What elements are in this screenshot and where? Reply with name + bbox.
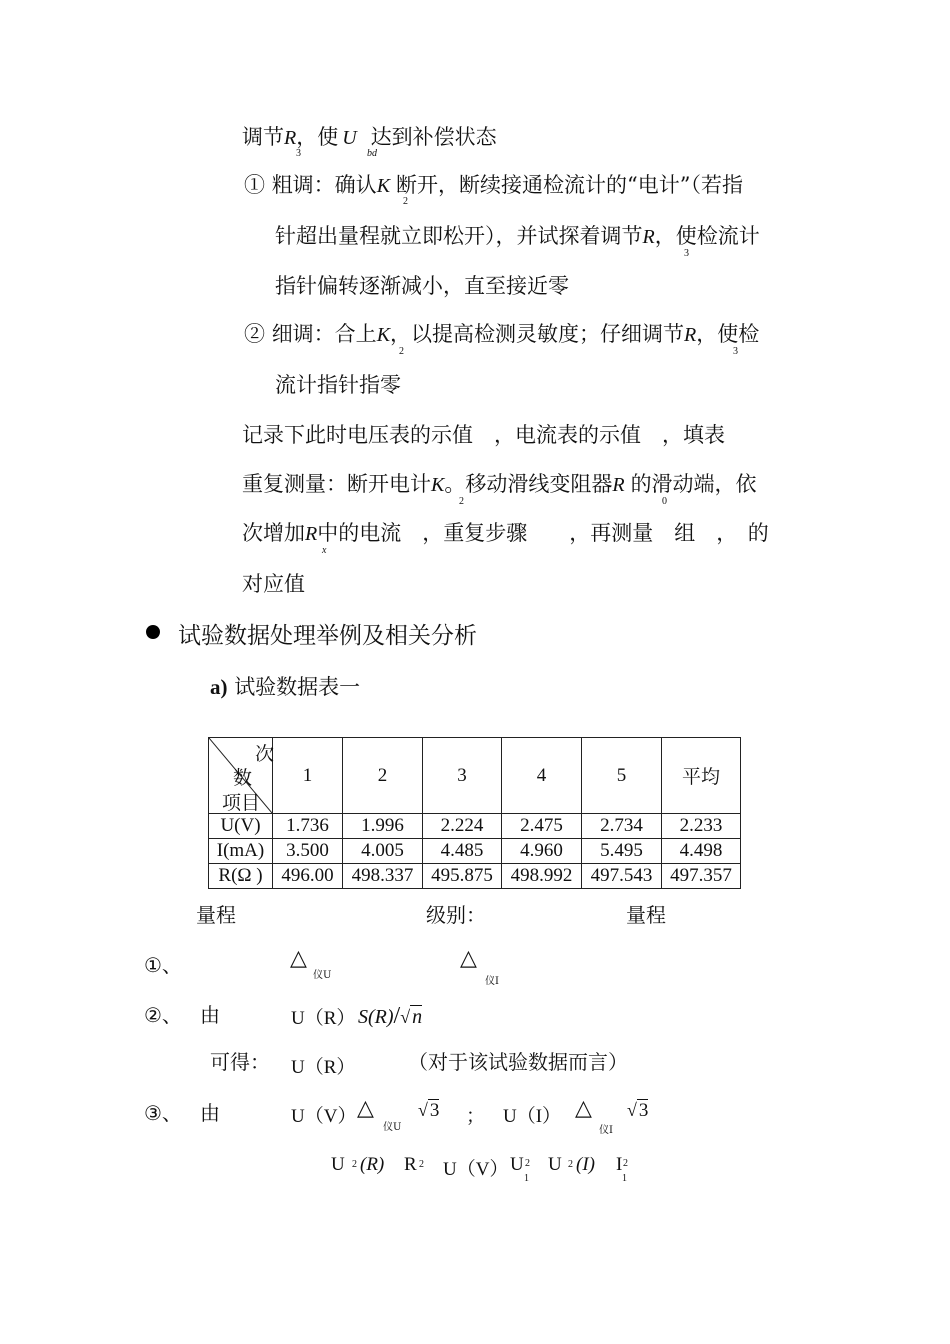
subscript: 1 bbox=[524, 1173, 529, 1184]
formula-text: (I) bbox=[576, 1154, 595, 1175]
symbol-r: R bbox=[612, 474, 625, 496]
formula-text: S(R) bbox=[358, 1006, 394, 1028]
row-label: I(mA) bbox=[209, 839, 273, 864]
text: ，使检流计 bbox=[654, 224, 760, 248]
subscript: 1 bbox=[622, 1173, 627, 1184]
subscript: 2 bbox=[403, 196, 408, 207]
superscript: 2 bbox=[568, 1159, 573, 1170]
formula-text: (R) bbox=[360, 1154, 385, 1175]
text: 粗调：确认 bbox=[271, 173, 377, 197]
item-number: ②、 bbox=[144, 1003, 182, 1027]
repeat-line-2 bbox=[242, 520, 769, 547]
subscript: 0 bbox=[662, 496, 667, 507]
table-row bbox=[209, 839, 741, 864]
delta-symbol: △ bbox=[575, 1096, 592, 1121]
delta-symbol: △ bbox=[357, 1096, 374, 1121]
formula-text: U（I） bbox=[503, 1106, 562, 1127]
range-label: 量程 bbox=[626, 903, 666, 927]
row-label: R(Ω ) bbox=[209, 864, 273, 889]
delta-symbol: △ bbox=[460, 946, 477, 971]
step-adjust-line bbox=[242, 124, 497, 151]
subscript: 3 bbox=[684, 248, 689, 259]
section-title: 试验数据处理举例及相关分析 bbox=[178, 623, 477, 649]
superscript: 2 bbox=[623, 1158, 628, 1169]
subscript: 仪U bbox=[383, 1122, 402, 1133]
subscript: 3 bbox=[296, 148, 301, 159]
table-cell: 2.475 bbox=[502, 814, 582, 839]
text: 达到补偿状态 bbox=[370, 125, 497, 149]
corner-cell bbox=[209, 738, 273, 814]
symbol-r: R bbox=[642, 226, 655, 248]
text: 次增加 bbox=[242, 521, 305, 545]
formula-text: I bbox=[616, 1154, 623, 1175]
coarse-adjust-line-1 bbox=[244, 172, 743, 199]
table-cell: 5.495 bbox=[582, 839, 662, 864]
text: 。移动滑线变阻器 bbox=[444, 472, 613, 496]
formula-text: n bbox=[412, 1006, 423, 1028]
text: 调节 bbox=[242, 125, 284, 149]
symbol-k: K bbox=[376, 324, 391, 346]
text: 针超出量程就立即松开），并试探着调节 bbox=[275, 224, 643, 248]
table-cell: 4.498 bbox=[662, 839, 741, 864]
symbol-k: K bbox=[431, 474, 445, 496]
text: 重复测量：断开电计 bbox=[242, 472, 431, 496]
superscript: 2 bbox=[525, 1158, 530, 1169]
record-line: 记录下此时电压表的示值 ，电流表的示值 ，填表 bbox=[242, 423, 725, 447]
formula-text: U bbox=[331, 1154, 345, 1175]
formula-text: U（V） bbox=[291, 1106, 357, 1127]
formula-text: R bbox=[404, 1154, 417, 1175]
text: ，以提高检测灵敏度；仔细调节 bbox=[390, 322, 685, 346]
bullet-icon bbox=[146, 625, 160, 639]
symbol-r: R bbox=[684, 324, 697, 346]
row-label: U(V) bbox=[209, 814, 273, 839]
text: 由 bbox=[200, 1003, 220, 1027]
table-header-row bbox=[209, 738, 741, 814]
sqrt3: √ 3 bbox=[418, 1100, 440, 1121]
table-row bbox=[209, 814, 741, 839]
table-cell: 3.500 bbox=[273, 839, 343, 864]
text: 细调：合上 bbox=[271, 322, 377, 346]
column-header: 5 bbox=[582, 738, 662, 814]
text: 中的电流 ，重复步骤 ，再测量 组 ， 的 bbox=[317, 521, 769, 545]
corner-label: 数 bbox=[233, 768, 253, 789]
subscript: x bbox=[322, 545, 327, 556]
table-cell: 4.005 bbox=[343, 839, 423, 864]
slash: / bbox=[393, 1003, 401, 1029]
caption-label: a) bbox=[210, 675, 228, 699]
formula-text: U（R） bbox=[291, 1057, 356, 1078]
formula-text: U bbox=[510, 1154, 524, 1175]
subscript: 仪I bbox=[599, 1125, 613, 1136]
table-row bbox=[209, 864, 741, 889]
formula-text: U（V） bbox=[443, 1159, 509, 1180]
table-cell: 4.960 bbox=[502, 839, 582, 864]
superscript: 2 bbox=[352, 1159, 357, 1170]
table-cell: 498.337 bbox=[343, 864, 423, 889]
subscript: 仪U bbox=[313, 970, 332, 981]
text: 可得： bbox=[210, 1050, 270, 1074]
corner-label: 项目 bbox=[222, 793, 261, 814]
formula-text: ； bbox=[466, 1106, 486, 1127]
formula-text: 3 bbox=[429, 1100, 440, 1121]
caption-title: 试验数据表一 bbox=[234, 675, 361, 699]
symbol-u: U bbox=[342, 127, 357, 149]
formula-text: 3 bbox=[638, 1100, 649, 1121]
fine-adjust-line-1 bbox=[244, 321, 759, 348]
subscript: bd bbox=[367, 148, 377, 159]
item-number: ③、 bbox=[144, 1101, 182, 1125]
text: 断开，断续接通检流计的“电计”（若指 bbox=[396, 173, 744, 197]
circled-number: ② bbox=[244, 322, 265, 346]
table-cell: 1.736 bbox=[273, 814, 343, 839]
column-header: 4 bbox=[502, 738, 582, 814]
table-cell: 497.543 bbox=[582, 864, 662, 889]
formula-text: U bbox=[548, 1154, 562, 1175]
table-cell: 496.00 bbox=[273, 864, 343, 889]
column-header: 平均 bbox=[662, 738, 741, 814]
table-caption bbox=[210, 671, 360, 701]
formula-text: U（R） bbox=[291, 1008, 356, 1029]
corner-label: 次 bbox=[255, 744, 275, 765]
table-cell: 498.992 bbox=[502, 864, 582, 889]
grade-label: 级别： bbox=[426, 903, 486, 927]
symbol-r: R bbox=[305, 523, 318, 545]
table-cell: 497.357 bbox=[662, 864, 741, 889]
symbol-k: K bbox=[376, 175, 391, 197]
fine-adjust-line-2: 流计指针指零 bbox=[275, 373, 401, 397]
sqrt3: √ 3 bbox=[627, 1100, 649, 1121]
data-table bbox=[208, 737, 741, 889]
repeat-line-3: 对应值 bbox=[242, 572, 305, 596]
formula-sr: S(R)/√ n bbox=[358, 1003, 423, 1029]
coarse-adjust-line-3: 指针偏转逐渐减小，直至接近零 bbox=[275, 274, 569, 298]
table-cell: 2.224 bbox=[423, 814, 502, 839]
subscript: 仪I bbox=[485, 976, 499, 987]
column-header: 1 bbox=[273, 738, 343, 814]
text: ，使 bbox=[296, 125, 339, 149]
range-label: 量程 bbox=[196, 903, 236, 927]
text: ，使检 bbox=[696, 322, 760, 346]
text: 的滑动端，依 bbox=[630, 472, 757, 496]
table-cell: 495.875 bbox=[423, 864, 502, 889]
item-number: ①、 bbox=[144, 953, 182, 977]
text: 由 bbox=[200, 1101, 220, 1125]
column-header: 3 bbox=[423, 738, 502, 814]
superscript: 2 bbox=[419, 1159, 424, 1170]
subscript: 2 bbox=[459, 496, 464, 507]
note-text: （对于该试验数据而言） bbox=[408, 1050, 628, 1074]
column-header: 2 bbox=[343, 738, 423, 814]
subscript: 3 bbox=[733, 346, 738, 357]
coarse-adjust-line-2 bbox=[275, 223, 760, 250]
table-cell: 4.485 bbox=[423, 839, 502, 864]
table-cell: 2.734 bbox=[582, 814, 662, 839]
repeat-line-1 bbox=[242, 471, 757, 498]
table-cell: 2.233 bbox=[662, 814, 741, 839]
subscript: 2 bbox=[399, 346, 404, 357]
delta-symbol: △ bbox=[290, 946, 307, 971]
table-cell: 1.996 bbox=[343, 814, 423, 839]
circled-number: ① bbox=[244, 173, 265, 197]
symbol-r: R bbox=[284, 127, 297, 149]
